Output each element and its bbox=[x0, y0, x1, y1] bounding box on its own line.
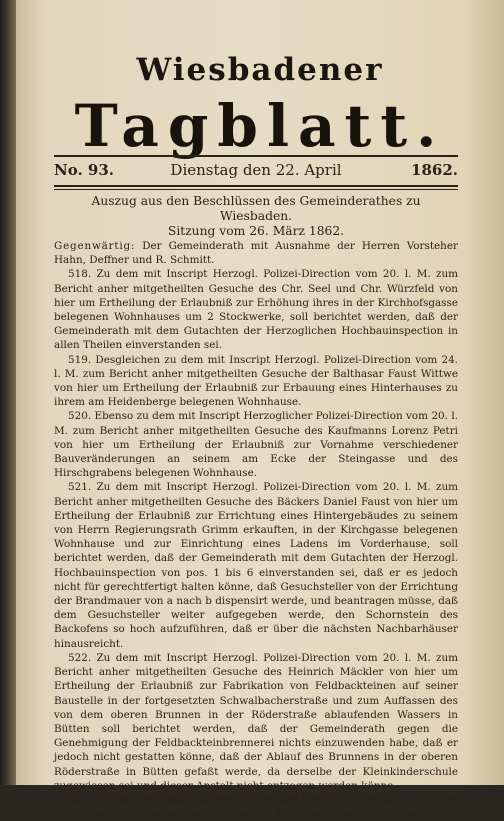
article-item-519: 519. Desgleichen zu dem mit Inscript Herzogl. Polizei-Direction vom 24. l. M. zum Bericht anher mitgetheilten Gesuche der Balthasar Faust Wittwe von hier um Ertheilung der Erlaubniß zur Erbauung eines Hinterhauses zu ihrem am Heidenberge belegenen Wohnhause. bbox=[54, 353, 458, 409]
issue-number: No. 93. bbox=[54, 161, 114, 179]
article-body bbox=[54, 194, 458, 821]
dateline bbox=[54, 161, 458, 183]
article-item-521: 521. Zu dem mit Inscript Herzogl. Polizei-Direction vom 20. l. M. zum Bericht anher mitgetheilten Gesuche des Bäckers Daniel Faust von hier um Ertheilung der Erlaubniß zur Errichtung eines Hintergebäudes zu seinem von Herrn Regierungsrath Grimm erkauften, in der Kirchgasse belegenen Wohnhause und zur Einrichtung eines Ladens im Vorderhause, soll berichtet werden, daß der Gemeinderath mit dem Gutachten der Herzogl. Hochbauinspection von pos. 1 bis 6 einverstanden sei, daß er es jedoch nicht für gerechtfertigt halten könne, daß Gesuchsteller von der Errichtung der Brandmauer von a nach b dispensirt werde, und beantragen müsse, daß dem Gesuchsteller weiter aufgegeben werde, den Schornstein des Backofens so hoch aufzuführen, daß er über die nächsten Nachbarhäuser hinausreicht. bbox=[54, 481, 458, 650]
rule-top bbox=[54, 155, 458, 157]
article-item-518: 518. Zu dem mit Inscript Herzogl. Polizei-Direction vom 20. l. M. zum Bericht anher mitgetheilten Gesuche des Chr. Seel und Chr. Würzfeld von hier um Ertheilung der Erlaubniß zur Erhöhung ihres in der Kirchhofsgasse belegenen Wohnhauses um 2 Stockwerke, soll berichtet werden, daß der Gemeinderath mit dem Gutachten der Herzoglichen Hochbauinspection in allen Theilen einverstanden sei. bbox=[54, 268, 458, 352]
article-item-520: 520. Ebenso zu dem mit Inscript Herzoglicher Polizei-Direction vom 20. l. M. zum Bericht anher mitgetheilten Gesuche des Kaufmanns Lorenz Petri von hier um Ertheilung der Erlaubniß zur Vornahme verschiedener Bauveränderungen an seinem am Ecke der Steingasse und des Hirschgrabens belegenen Wohnhause. bbox=[54, 410, 458, 480]
article-present bbox=[54, 239, 458, 267]
article-session: Sitzung vom 26. März 1862. bbox=[167, 224, 345, 238]
present-label: Gegenwärtig: bbox=[54, 240, 136, 252]
present-text: Der Gemeinderath mit Ausnahme der Herren Vorsteher Hahn, Deffner und R. Schmitt. bbox=[54, 240, 458, 267]
issue-year: 1862. bbox=[411, 161, 458, 179]
rule-bottom bbox=[54, 185, 458, 187]
masthead-title-main: Tagblatt. bbox=[74, 92, 446, 160]
rule-bottom-thin bbox=[54, 189, 458, 190]
issue-date: Dienstag den 22. April bbox=[170, 161, 342, 179]
article-heading: Auszug aus den Beschlüssen des Gemeinderathes zu Wiesbaden. bbox=[91, 194, 421, 223]
article-item-523: 523. Zu dem mit Inscript Herzogl. Polizei-Direction vom 20. l. M. zum Bericht anher mitgetheilten Gesuche des Kaufmanns Joseph Wolf von bbox=[54, 793, 458, 821]
masthead-title-top: Wiesbadener bbox=[136, 52, 384, 88]
newspaper-page bbox=[16, 0, 504, 821]
article-item-522: 522. Zu dem mit Inscript Herzogl. Polizei-Direction vom 20. l. M. zum Bericht anher mitgetheilten Gesuche des Heinrich Mäckler von hier um Ertheilung der Erlaubniß zur Fabrikation von Feldbackteinen auf seiner Baustelle in der fortgesetzten Schwalbacherstraße und zum Auffassen des von dem oberen Brunnen in der Röderstraße ablaufenden Wassers in Bütten soll berichtet werden, daß der Gemeinderath gegen die Genehmigung der Feldbackteinbrennerei nichts einzuwenden habe, daß er jedoch nicht gestatten könne, daß der Ablauf des Brunnens in der oberen Röderstraße in Bütten gefaßt werde, da derselbe der Kleinkinderschule zugewiesen sei und dieser Anstalt nicht entzogen werden könne. bbox=[54, 651, 458, 792]
